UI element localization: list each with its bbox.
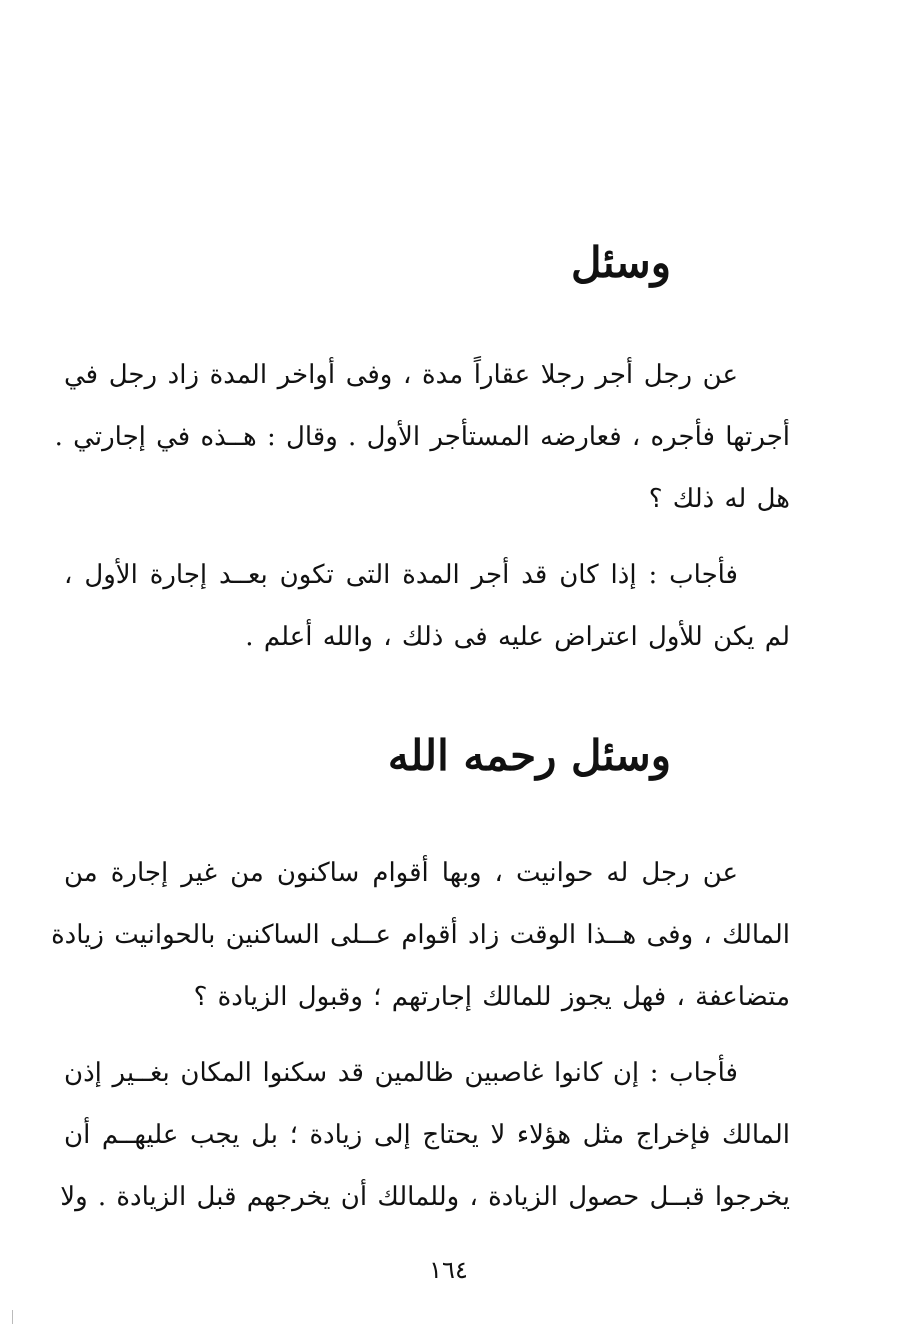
- question-paragraph: [51, 842, 790, 1028]
- text-line: عن رجل له حوانيت ، وبها أقوام ساكنون من غير إجارة من: [64, 858, 738, 888]
- question-paragraph: [54, 344, 790, 530]
- section-heading: وسئل رحمه الله: [387, 731, 671, 780]
- text-line: أجرتها فأجره ، فعارضه المستأجر الأول . وقال : هــذه في إجارتي .: [54, 422, 790, 452]
- scan-edge-mark: [12, 1310, 13, 1324]
- text-line: المالك ، وفى هــذا الوقت زاد أقوام عــلى الساكنين بالحوانيت زيادة: [51, 920, 790, 950]
- text-line: المالك فإخراج مثل هؤلاء لا يحتاج إلى زيادة ؛ بل يجب عليهــم أن: [64, 1120, 790, 1150]
- text-line: فأجاب : إذا كان قد أجر المدة التى تكون بعــد إجارة الأول ،: [64, 560, 738, 590]
- page-number: ١٦٤: [429, 1256, 468, 1284]
- answer-paragraph: [64, 544, 790, 668]
- text-line: هل له ذلك ؟: [648, 484, 790, 514]
- text-line: عن رجل أجر رجلا عقاراً مدة ، وفى أواخر المدة زاد رجل في: [64, 360, 738, 390]
- text-line: يخرجوا قبــل حصول الزيادة ، وللمالك أن يخرجهم قبل الزيادة . ولا: [60, 1182, 790, 1212]
- section-heading: وسئل: [571, 238, 671, 287]
- answer-paragraph: [60, 1042, 790, 1228]
- text-line: متضاعفة ، فهل يجوز للمالك إجارتهم ؛ وقبول الزيادة ؟: [193, 982, 790, 1012]
- text-line: لم يكن للأول اعتراض عليه فى ذلك ، والله أعلم .: [245, 622, 790, 652]
- text-line: فأجاب : إن كانوا غاصبين ظالمين قد سكنوا المكان بغــير إذن: [64, 1058, 738, 1088]
